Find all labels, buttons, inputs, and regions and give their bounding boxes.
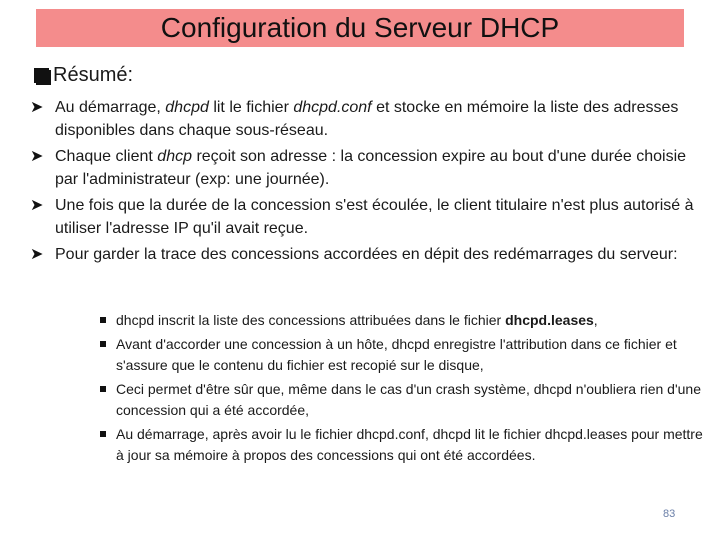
sub-bullet-list xyxy=(98,310,708,469)
section-heading xyxy=(34,64,133,87)
square-bullet-icon xyxy=(100,386,106,392)
sub-bullet-item: dhcpd inscrit la liste des concessions attribuées dans le fichier dhcpd.leases, xyxy=(98,310,708,332)
square-bullet-icon xyxy=(100,431,106,437)
sub-bullet-item: Au démarrage, après avoir lu le fichier dhcpd.conf, dhcpd lit le fichier dhcpd.leases pour mettre à jour sa mémoire à propos des concessions qui ont été accordées. xyxy=(98,424,708,467)
bullet-item: ➤ Pour garder la trace des concessions accordées en dépit des redémarrages du serveur: xyxy=(30,244,700,267)
arrow-bullet-icon: ➤ xyxy=(30,246,44,263)
bullet-item: ➤ Chaque client dhcp reçoit son adresse : la concession expire au bout d'une durée choisie par l'administrateur (exp: une journée). xyxy=(30,148,687,188)
page-number: 83 xyxy=(663,508,676,520)
title-bar xyxy=(36,9,684,47)
slide-title: Configuration du Serveur DHCP xyxy=(160,12,560,43)
section-heading-text: Résumé: xyxy=(53,64,134,86)
bullet-item: ➤ Une fois que la durée de la concession s'est écoulée, le client titulaire n'est plus autorisé à utiliser l'adresse IP qu'il avait reçue. xyxy=(30,197,694,237)
arrow-bullet-icon: ➤ xyxy=(30,99,44,116)
square-bullet-icon xyxy=(34,68,49,83)
bullet-item: ➤ Au démarrage, dhcpd lit le fichier dhcpd.conf et stocke en mémoire la liste des adresses disponibles dans chaque sous-réseau. xyxy=(30,99,679,139)
sub-bullet-item: Ceci permet d'être sûr que, même dans le cas d'un crash système, dhcpd n'oubliera rien d'une concession qui a été accordée, xyxy=(98,379,708,422)
arrow-bullet-icon: ➤ xyxy=(30,197,44,214)
sub-bullet-item: Avant d'accorder une concession à un hôte, dhcpd enregistre l'attribution dans ce fichier et s'assure que le contenu du fichier est recopié sur le disque, xyxy=(98,334,708,377)
square-bullet-icon xyxy=(100,317,106,323)
square-bullet-icon xyxy=(100,341,106,347)
bullet-list xyxy=(30,97,700,271)
arrow-bullet-icon: ➤ xyxy=(30,148,44,165)
